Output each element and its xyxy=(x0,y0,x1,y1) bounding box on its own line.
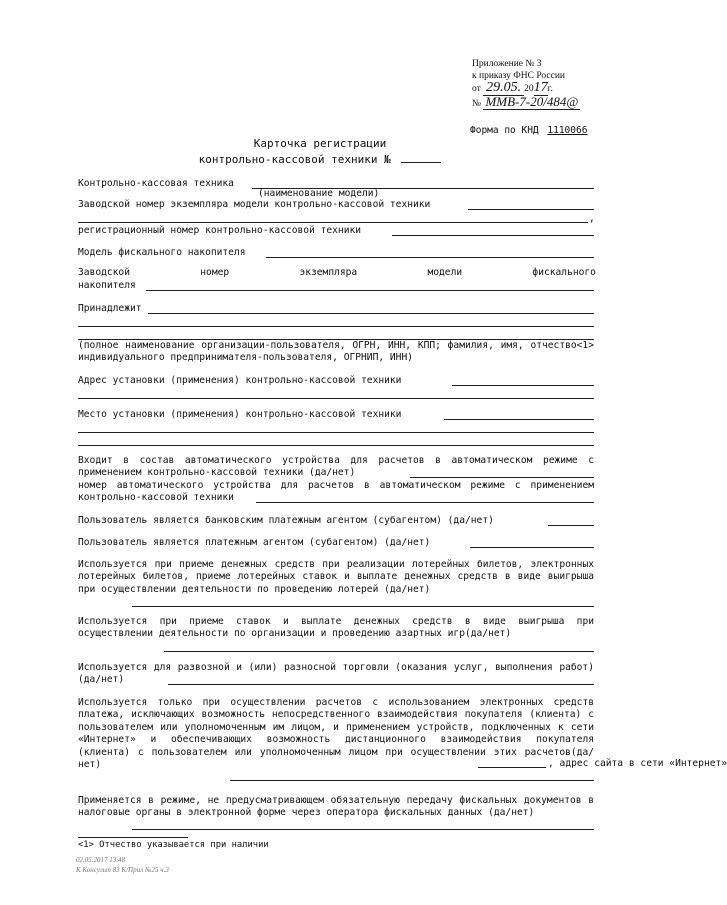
appendix-year-suffix: г. xyxy=(547,84,553,94)
gambling-line xyxy=(164,651,594,652)
fn-serial-line xyxy=(146,290,594,291)
payment-agent-label: Пользователь является платежным агентом (субагентом) (да/нет) xyxy=(78,537,431,548)
offline-line xyxy=(132,829,594,830)
place-line-2 xyxy=(78,432,594,433)
bank-agent-line xyxy=(548,525,594,526)
internet-site-label: , адрес сайта в сети «Интернет» xyxy=(548,758,727,769)
serial-line xyxy=(468,209,594,210)
kkt-label: Контрольно-кассовая техника xyxy=(78,178,234,189)
fn-serial-word-2: номер xyxy=(200,267,230,278)
owner-hint: (полное наименование организации-пользователя, ОГРН, ИНН, КПП; фамилия, имя, отчество<1> индивидуального предпринимателя-пользователя, ОГРНИП, ИНН) xyxy=(78,340,594,364)
fn-serial-end: накопителя xyxy=(78,280,136,291)
fn-serial-row xyxy=(78,267,596,279)
appendix-year-prefix: 20 xyxy=(524,84,534,94)
fn-serial-word-4: модели xyxy=(427,267,463,278)
card-number-blank xyxy=(401,153,441,163)
lottery-line xyxy=(132,606,594,607)
address-line-2 xyxy=(78,398,594,399)
serial-line-2 xyxy=(78,222,588,223)
fn-serial-word-1: Заводской xyxy=(78,267,130,278)
appendix-year-hand: 17 xyxy=(533,80,548,95)
belongs-line-2 xyxy=(78,326,594,327)
auto-device-line xyxy=(410,477,594,478)
offline-label: Применяется в режиме, не предусматривающем обязательную передачу фискальных документов в налоговые органы в электронной форме через оператора фискальных данных (да/нет) xyxy=(78,795,594,819)
place-line-3 xyxy=(78,445,594,446)
appendix-from-prefix: от xyxy=(472,84,481,94)
appendix-line1: Приложение № 3 xyxy=(472,59,542,69)
footnote: <1> Отчество указывается при наличии xyxy=(78,840,269,850)
fn-model-label: Модель фискального накопителя xyxy=(78,247,246,258)
appendix-date-hand: 29.05. xyxy=(483,80,524,96)
belongs-line xyxy=(148,313,594,314)
peddling-label: Используется для развозной и (или) разносной торговли (оказания услуг, выполнения работ) (да/нет) xyxy=(78,662,594,686)
internet-label: Используется только при осуществлении расчетов с использованием электронных средств платежа, исключающих возможность непосредственного взаимодействия покупателя (клиента) с пользователем или уполномоченным им лицом, и применением устройств, подключенных к сети «Интернет» и обеспечивающих возможность дистанционного взаимодействия покупателя (клиента) с пользователем или уполномоченным лицом при осуществлении этих расчетов(да/нет) xyxy=(78,697,594,771)
address-line xyxy=(452,385,594,386)
serial-comma: , xyxy=(589,213,595,224)
print-stamp-line1: 02.05.2017 13.48 xyxy=(76,856,125,864)
title-line1: Карточка регистрации xyxy=(253,137,387,150)
auto-device-number-label: номер автоматического устройства для расчетов в автоматическом режиме с применением контрольно-кассовой техники xyxy=(78,480,594,504)
auto-device-number-line xyxy=(256,502,594,503)
footnote-separator xyxy=(78,837,188,838)
appendix-line2: к приказу ФНС России xyxy=(472,71,565,81)
appendix-block xyxy=(472,58,632,112)
title-line2: контрольно-кассовой техники № xyxy=(198,153,391,166)
fn-serial-word-5: фискального xyxy=(532,267,596,278)
appendix-number-prefix: № xyxy=(472,99,482,109)
fn-model-line xyxy=(266,257,594,258)
fn-serial-word-3: экземпляра xyxy=(299,267,358,278)
belongs-label: Принадлежит xyxy=(78,303,142,314)
peddling-line xyxy=(168,684,594,685)
internet-site-line xyxy=(230,780,594,781)
internet-yesno-line xyxy=(478,767,546,768)
title-line2-wrap xyxy=(0,152,640,167)
lottery-label: Используется при приеме денежных средств при реализации лотерейных билетов, электронных лотерейных билетов, приеме лотерейных ставок и выплате денежных средств в виде выигрыша при осуществлении деятельности по проведению лотерей (да/нет) xyxy=(78,559,594,595)
model-hint: (наименование модели) xyxy=(258,188,380,199)
auto-device-label: Входит в состав автоматического устройства для расчетов в автоматическом режиме с применением контрольно-кассовой техники (да/нет) xyxy=(78,455,594,479)
form-code-label: Форма по КНД xyxy=(470,125,539,136)
appendix-number-hand: ММВ-7-20/484@ xyxy=(485,94,579,109)
place-line xyxy=(444,419,594,420)
place-label: Место установки (применения) контрольно-кассовой техники xyxy=(78,409,402,420)
serial-label: Заводской номер экземпляра модели контрольно-кассовой техники xyxy=(78,199,431,210)
gambling-label: Используется при приеме ставок и выплате денежных средств в виде выигрыша при осуществлении деятельности по организации и проведению азартных игр(да/нет) xyxy=(78,616,594,640)
reg-number-label: регистрационный номер контрольно-кассовой техники xyxy=(78,225,362,236)
payment-agent-line xyxy=(470,547,594,548)
form-code-value: 1110066 xyxy=(547,125,588,136)
print-stamp-line2: К Консульт 83 К/Прил №25 ч.3 xyxy=(76,866,169,874)
address-label: Адрес установки (применения) контрольно-кассовой техники xyxy=(78,375,402,386)
reg-number-line xyxy=(392,235,594,236)
bank-agent-label: Пользователь является банковским платежным агентом (субагентом) (да/нет) xyxy=(78,515,494,526)
appendix-number-line xyxy=(472,96,632,112)
